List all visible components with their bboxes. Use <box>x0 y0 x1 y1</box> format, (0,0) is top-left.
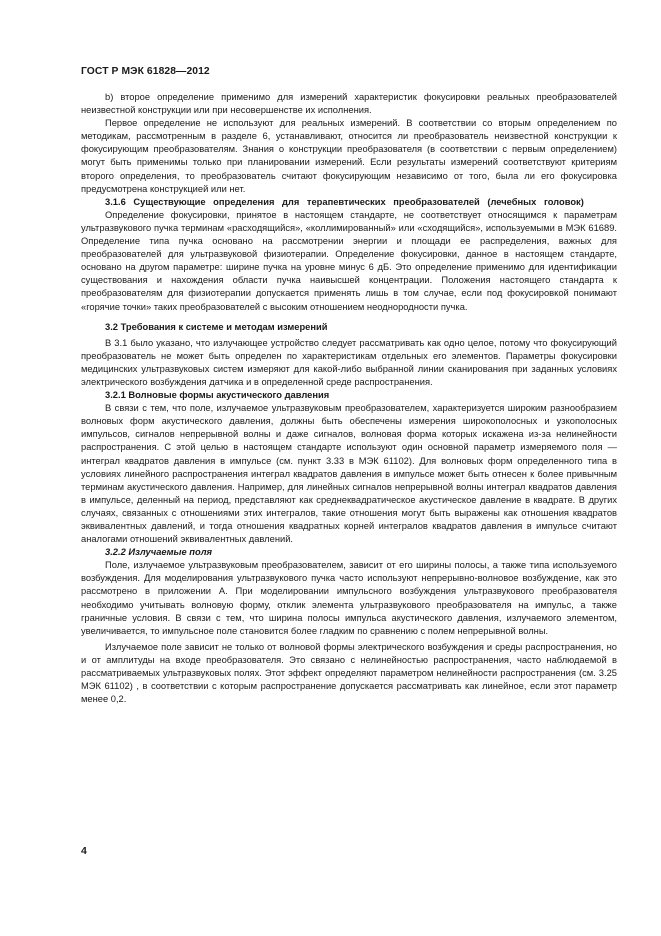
paragraph-b-definition: b) второе определение применимо для измерений характеристик фокусировки реальных преобразователей неизвестной конструкции или при несовершенстве их исполнения. <box>81 92 617 116</box>
paragraph-radiated-field: Поле, излучаемое ультразвуковым преобразователем, зависит от его ширины полосы, а также типа используемого возбуждения. Для моделирования ультразвукового пучка часто используют непрерывно-волновое возбуждение, как это рассмотрено в приложении А. При моделировании импульсного возбуждения ультразвукового преобразователя необходимо учитывать волновую форму, отклик элемента ультразвукового преобразователя на импульс, а также граничные условия. В связи с тем, что ширина полосы импульса акустического давления, излучаемого элементом, увеличивается, то импульсное поле становится более гладким по сравнению с полем непрерывной волны. <box>81 560 617 636</box>
section-heading-3-2: 3.2 Требования к системе и методам измерений <box>105 321 328 332</box>
section-heading-3-1-6: 3.1.6 Существующие определения для терапевтических преобразователей (лечебных головок) <box>105 196 584 207</box>
paragraph-first-definition: Первое определение не используют для реальных измерений. В соответствии со вторым определением по методикам, рассмотренным в разделе 6, устанавливают, относится ли преобразователь неизвестной конструкции к фокусирующим преобразователям. Знания о конструкции преобразователя (в соответствии с первым определением) могут быть применимы только при планировании измерений. Если результаты измерений соответствуют критериям второго определения, то преобразователь считают фокусирующим независимо от того, была ли его фокусировка предусмотрена конструкцией или нет. <box>81 118 617 194</box>
section-heading-3-2-1: 3.2.1 Волновые формы акустического давления <box>105 390 330 401</box>
page-number: 4 <box>81 845 87 857</box>
paragraph-waveforms: В связи с тем, что поле, излучаемое ультразвуковым преобразователем, характеризуется широким разнообразием волновых форм акустического давления, должны быть обеспечены измерения широкополосных и узкополосных импульсов, сигналов непрерывной волны и даже сигналов, волновая форма которых искажена из-за нелинейности распространения. С этой целью в настоящем стандарте используют один основной параметр измеряемого поля — интеграл квадратов давления в импульсе (см. пункт 3.33 в МЭК 61102). Для волновых форм определенного типа в условиях линейного распространения интеграл квадратов давления в импульсе может быть отнесен к более привычным терминам акустического давления. Например, для линейных сигналов непрерывной волны интеграл квадратов давления в импульсе, деленный на период, представляют как среднеквадратическое акустическое давление в квадрате. В других случаях, связанных с отношениями этих интегралов, такие отношения могут быть выражены как отношения квадратов эквивалентных давлений, и тогда отношения квадратных корней интегралов квадратов давления в импульсе считают аналогами отношений эквивалентных давлений. <box>81 403 617 545</box>
paragraph-focusing-definition: Определение фокусировки, принятое в настоящем стандарте, не соответствует относящимся к параметрам ультразвукового пучка терминам «расходящийся», «коллимированный» или «сходящийся», используемыми в МЭК 61689. Определение типа пучка основано на рассмотрении энергии и площади ее распределения, важных для преобразователей для ультразвуковой физиотерапии. Определение фокусировки, данное в настоящем стандарте, основано на другом параметре: ширине пучка на уровне минус 6 дБ. Это определение применимо для идентификации существования и нахождения области пучка наивысшей концентрации. Положения настоящего стандарта к преобразователям для физиотерапии допускается применять лишь в том случае, если под фокусировкой понимают «горячие точки» таких преобразователей с высоким отношением неоднородности пучка. <box>81 209 617 312</box>
paragraph-system-requirements: В 3.1 было указано, что излучающее устройство следует рассматривать как одно целое, потому что фокусирующий преобразователь не может быть определен по характеристикам отдельных его элементов. Параметры фокусировки медицинских ультразвуковых систем измеряют для какой-либо выбранной линии сканирования при заданных условиях электрического возбуждения датчика и в определенной среде распространения. <box>81 337 617 387</box>
section-heading-3-2-2: 3.2.2 Излучаемые поля <box>105 547 213 558</box>
document-body <box>81 91 617 706</box>
document-title: ГОСТ Р МЭК 61828—2012 <box>81 66 210 77</box>
paragraph-nonlinearity: Излучаемое поле зависит не только от волновой формы электрического возбуждения и среды распространения, но и от амплитуды на входе преобразователя. Это связано с нелинейностью распространения, часто наблюдаемой в рассматриваемых ультразвуковых полях. Этот эффект определяют параметром нелинейности распространения (см. 3.25 МЭК 61102) , в соответствии с которым распространение допускается рассматривать как линейное, если этот параметр менее 0,2. <box>81 641 617 705</box>
